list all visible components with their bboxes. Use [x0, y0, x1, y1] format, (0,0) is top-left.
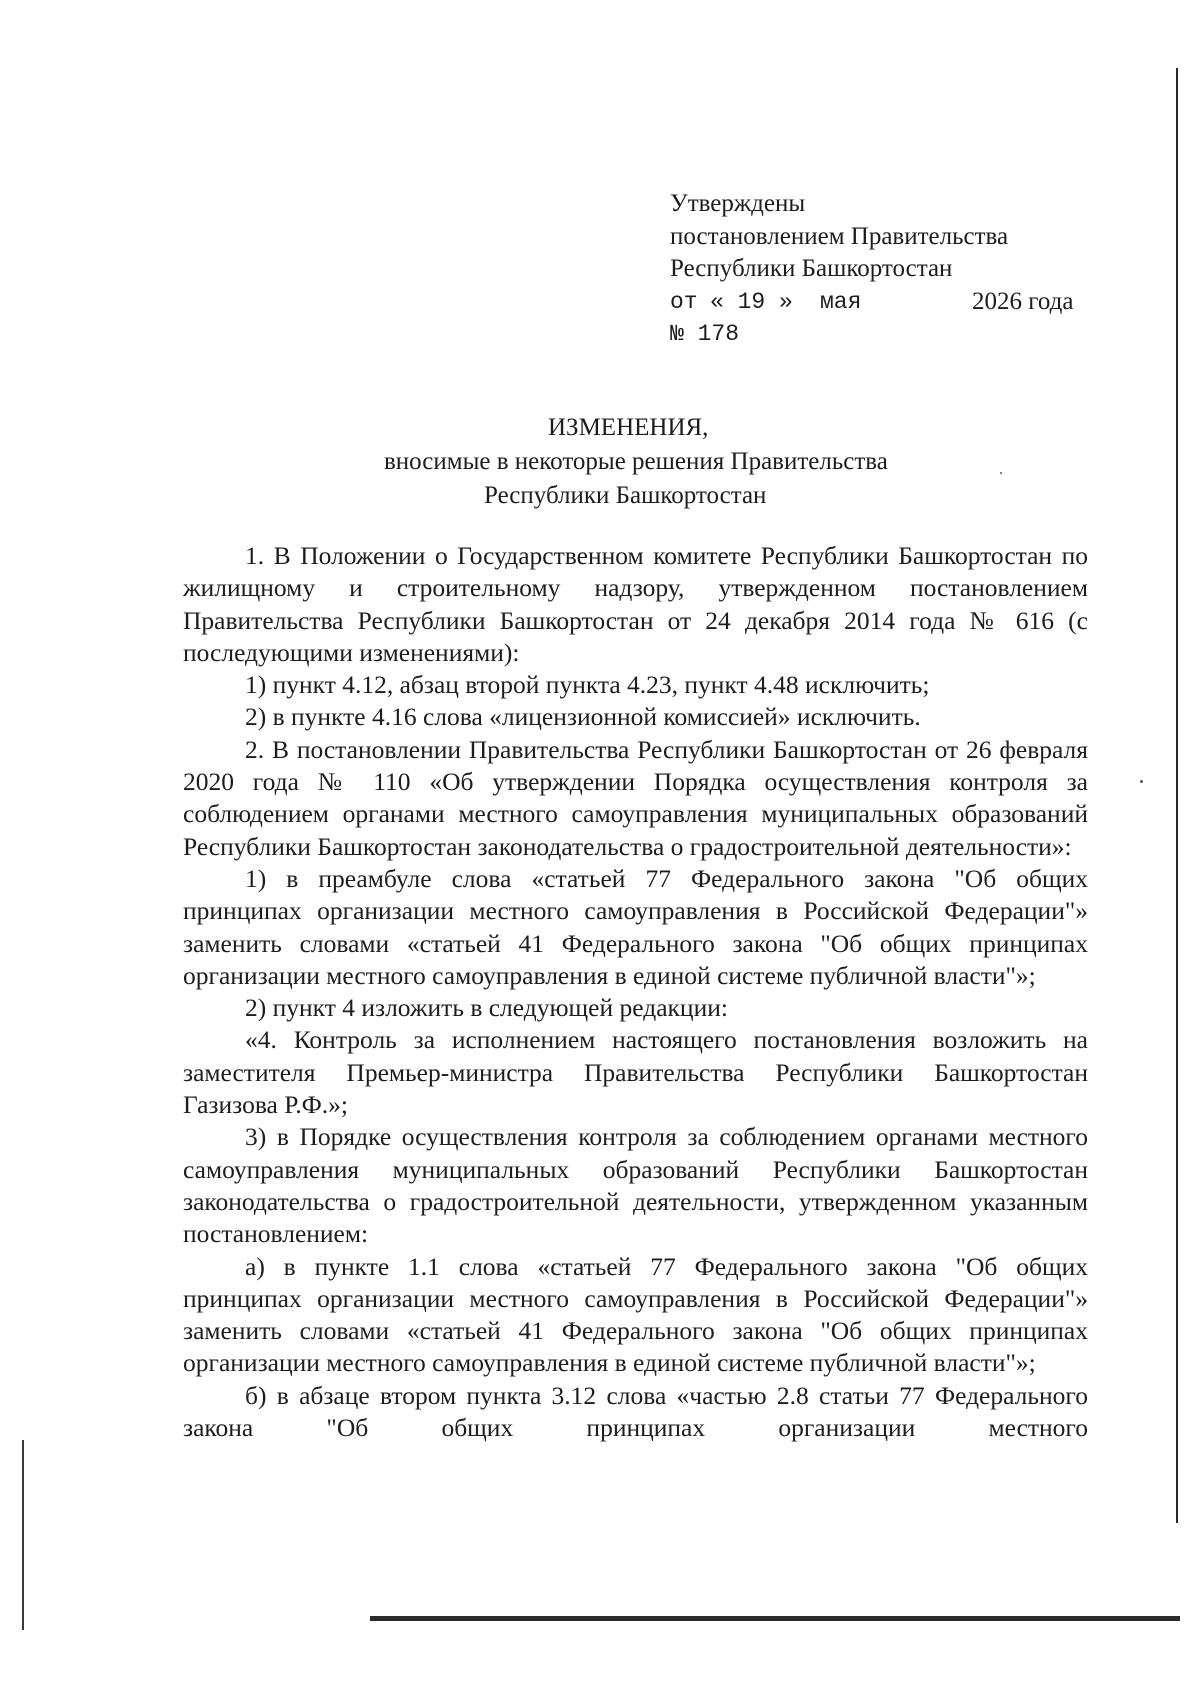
paragraph: 2) пункт 4 изложить в следующей редакции: — [245, 993, 728, 1023]
paragraph: 2. В постановлении Правительства Республики Башкортостан от 26 февраля 2020 года № 110 «Об утверждении Порядка осуществления контроля за соблюдением органами местного самоуправления муниципальных образований Республики Башкортостан законодательства о градостроительной деятельности»: — [183, 734, 1088, 861]
paragraph: 2) в пункте 4.16 слова «лицензионной комиссией» исключить. — [245, 702, 921, 732]
paragraph: 1) пункт 4.12, абзац второй пункта 4.23, пункт 4.48 исключить; — [245, 670, 930, 700]
paragraph: «4. Контроль за исполнением настоящего постановления возложить на заместителя Премьер-министра Правительства Республики Башкортостан Газизова Р.Ф.»; — [183, 1025, 1088, 1120]
paragraph: б) в абзаце втором пункта 3.12 слова «частью 2.8 статьи 77 Федерального закона "Об общих принципах организации местного — [183, 1380, 1088, 1443]
approval-line: Утверждены — [670, 190, 806, 217]
date-prefix: от — [670, 288, 698, 315]
approval-number: № 178 — [670, 321, 740, 347]
scan-speck — [1000, 472, 1002, 474]
scan-edge-left — [22, 1440, 24, 1630]
title-heading: ИЗМЕНЕНИЯ, — [548, 414, 709, 441]
approval-date — [670, 286, 1110, 319]
approval-block — [670, 188, 1110, 351]
paragraph: 1) в преамбуле слова «статьей 77 Федерального закона "Об общих принципах организации местного самоуправления в Российской Федерации"» заменить словами «статьей 41 Федерального закона "Об общих принципах организации местного самоуправления в единой системе публичной власти"»; — [183, 863, 1088, 990]
title-subtitle-line: Республики Башкортостан — [484, 482, 767, 509]
scan-edge-right — [1176, 68, 1178, 1523]
date-month: мая — [820, 288, 862, 315]
approval-line: Республики Башкортостан — [670, 255, 953, 282]
scan-edge-bottom — [370, 1616, 1180, 1621]
paragraph: а) в пункте 1.1 слова «статьей 77 Федерального закона "Об общих принципах организации местного самоуправления в Российской Федерации"» заменить словами «статьей 41 Федерального закона "Об общих принципах организации местного самоуправления в единой системе публичной власти"»; — [183, 1251, 1088, 1378]
paragraph: 3) в Порядке осуществления контроля за соблюдением органами местного самоуправления муниципальных образований Республики Башкортостан законодательства о градостроительной деятельности, утвержденном указанным постановлением: — [183, 1122, 1088, 1249]
approval-line: постановлением Правительства — [670, 222, 1009, 250]
date-year: 2026 года — [972, 287, 1074, 315]
date-day: « 19 » — [710, 288, 793, 315]
title-subtitle-line: вносимые в некоторые решения Правительства — [384, 448, 888, 475]
scan-speck — [1140, 780, 1143, 783]
document-body — [183, 540, 1088, 1444]
paragraph: 1. В Положении о Государственном комитете Республики Башкортостан по жилищному и строительному надзору, утвержденном постановлением Правительства Республики Башкортостан от 24 декабря 2014 года № 616 (с последующими изменениями): — [183, 541, 1088, 667]
